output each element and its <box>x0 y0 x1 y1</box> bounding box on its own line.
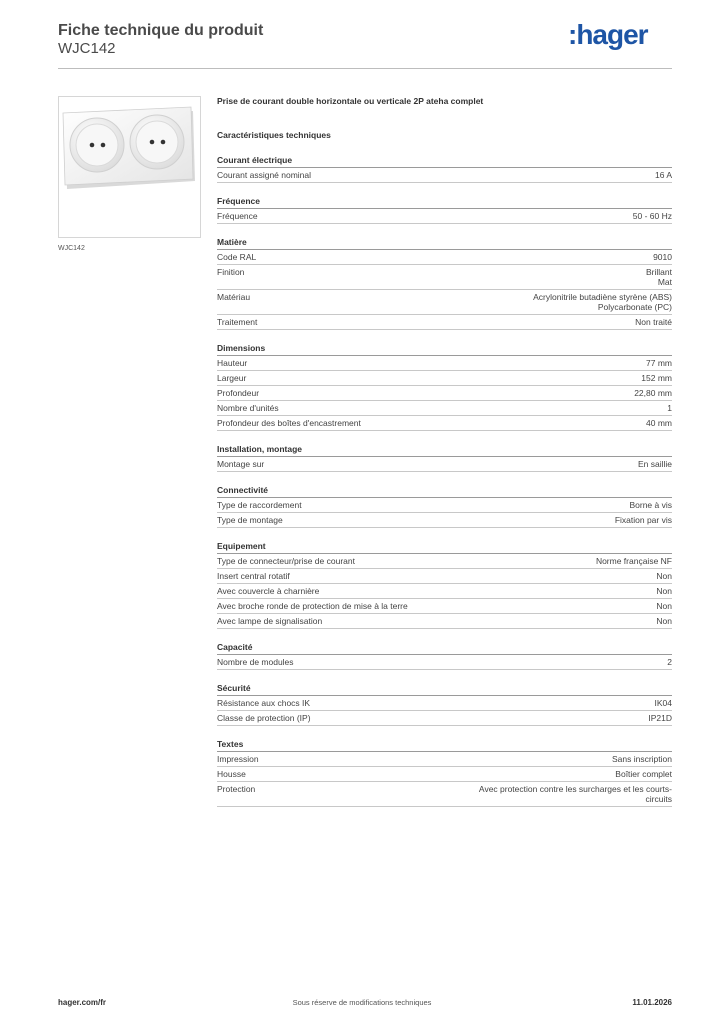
double-socket-illustration <box>59 97 200 237</box>
spec-value-line: 2 <box>667 657 672 667</box>
section-title: Dimensions <box>217 343 672 356</box>
spec-section <box>217 155 672 183</box>
spec-row <box>217 315 672 330</box>
spec-value-line: Mat <box>657 277 672 287</box>
spec-label: Nombre de modules <box>217 657 294 667</box>
spec-value <box>667 403 672 413</box>
spec-value <box>533 292 672 312</box>
spec-value-line: En saillie <box>637 459 672 469</box>
spec-value-line: Brillant <box>646 267 672 277</box>
spec-label: Classe de protection (IP) <box>217 713 311 723</box>
spec-label: Impression <box>217 754 259 764</box>
spec-value <box>656 616 672 626</box>
spec-value <box>653 252 672 262</box>
section-title: Matière <box>217 237 672 250</box>
spec-value <box>635 317 672 327</box>
spec-value <box>479 784 672 804</box>
spec-section <box>217 485 672 528</box>
spec-value <box>633 211 672 221</box>
spec-row <box>217 371 672 386</box>
spec-label: Profondeur <box>217 388 260 398</box>
spec-section <box>217 196 672 224</box>
spec-value <box>615 769 672 779</box>
spec-label: Type de raccordement <box>217 500 302 510</box>
page-title: Fiche technique du produit <box>58 22 264 39</box>
footer-website: hager.com/fr <box>58 998 107 1007</box>
product-image <box>58 96 201 238</box>
spec-value-line: 1 <box>667 403 672 413</box>
spec-label: Avec couvercle à charnière <box>217 586 320 596</box>
spec-value-line: Borne à vis <box>629 500 672 510</box>
spec-value-line: Polycarbonate (PC) <box>597 302 672 312</box>
spec-row <box>217 711 672 726</box>
spec-value-line: Non traité <box>635 317 672 327</box>
spec-label: Montage sur <box>217 459 265 469</box>
svg-text::hager: :hager <box>568 20 648 50</box>
spec-value <box>641 373 672 383</box>
spec-value-line: Sans inscription <box>611 754 672 764</box>
spec-value <box>655 698 673 708</box>
section-title: Equipement <box>217 541 672 554</box>
spec-section <box>217 541 672 629</box>
spec-label: Largeur <box>217 373 247 383</box>
spec-value-line: 77 mm <box>646 358 672 368</box>
footer-date: 11.01.2026 <box>632 998 672 1007</box>
spec-row <box>217 386 672 401</box>
spec-section <box>217 739 672 807</box>
hager-logo <box>568 20 668 54</box>
section-title: Capacité <box>217 642 672 655</box>
spec-value <box>612 754 672 764</box>
spec-label: Matériau <box>217 292 251 302</box>
spec-section <box>217 444 672 472</box>
spec-section <box>217 642 672 670</box>
spec-row <box>217 250 672 265</box>
spec-value <box>646 418 672 428</box>
header-divider <box>58 68 672 69</box>
spec-label: Type de connecteur/prise de courant <box>217 556 355 566</box>
spec-label: Avec lampe de signalisation <box>217 616 323 626</box>
section-title: Courant électrique <box>217 155 672 168</box>
spec-value-line: 50 - 60 Hz <box>632 211 672 221</box>
spec-value <box>655 170 672 180</box>
characteristics-heading: Caractéristiques techniques <box>217 130 331 140</box>
spec-value-line: Non <box>656 571 672 581</box>
spec-label: Code RAL <box>217 252 257 262</box>
section-title: Textes <box>217 739 672 752</box>
spec-label: Finition <box>217 267 245 277</box>
document-header <box>58 20 672 70</box>
spec-label: Profondeur des boîtes d'encastrement <box>217 418 361 428</box>
spec-row <box>217 655 672 670</box>
spec-label: Courant assigné nominal <box>217 170 312 180</box>
spec-row <box>217 554 672 569</box>
spec-row <box>217 767 672 782</box>
spec-label: Protection <box>217 784 256 794</box>
product-description: Prise de courant double horizontale ou verticale 2P ateha complet <box>217 96 484 106</box>
spec-row <box>217 356 672 371</box>
spec-value <box>615 515 672 525</box>
spec-row <box>217 457 672 472</box>
spec-column <box>217 96 672 807</box>
spec-value-line: Fixation par vis <box>614 515 672 525</box>
spec-row <box>217 209 672 224</box>
spec-value <box>648 713 672 723</box>
spec-value <box>638 459 672 469</box>
spec-value-line: Boîtier complet <box>615 769 672 779</box>
spec-section <box>217 343 672 431</box>
section-title: Fréquence <box>217 196 672 209</box>
product-reference: WJC142 <box>58 40 116 57</box>
spec-value-line: Non <box>656 616 672 626</box>
spec-row <box>217 614 672 629</box>
spec-row <box>217 168 672 183</box>
spec-row <box>217 416 672 431</box>
spec-label: Housse <box>217 769 246 779</box>
section-title: Connectivité <box>217 485 672 498</box>
spec-label: Type de montage <box>217 515 283 525</box>
spec-value <box>596 556 672 566</box>
spec-value <box>634 388 672 398</box>
spec-value-line: 40 mm <box>646 418 672 428</box>
spec-value-line: IK04 <box>654 698 672 708</box>
spec-value <box>646 358 672 368</box>
spec-section <box>217 683 672 726</box>
spec-row <box>217 290 672 315</box>
spec-value-line: Non <box>656 586 672 596</box>
spec-row <box>217 513 672 528</box>
spec-label: Hauteur <box>217 358 248 368</box>
spec-value <box>656 586 672 596</box>
section-title: Sécurité <box>217 683 672 696</box>
spec-row <box>217 584 672 599</box>
spec-value <box>646 267 672 287</box>
section-title: Installation, montage <box>217 444 672 457</box>
spec-value <box>629 500 672 510</box>
spec-label: Nombre d'unités <box>217 403 279 413</box>
spec-row <box>217 782 672 807</box>
spec-label: Fréquence <box>217 211 258 221</box>
spec-row <box>217 401 672 416</box>
spec-value-line: 152 mm <box>641 373 672 383</box>
spec-value-line: 16 A <box>654 170 672 180</box>
spec-row <box>217 696 672 711</box>
spec-row <box>217 599 672 614</box>
spec-sections <box>217 155 672 807</box>
spec-value-line: Non <box>656 601 672 611</box>
footer-notice: Sous réserve de modifications techniques <box>292 998 432 1007</box>
spec-value-line: 22,80 mm <box>634 388 672 398</box>
spec-value <box>667 657 672 667</box>
spec-value-line: circuits <box>645 794 672 804</box>
spec-value-line: 9010 <box>653 252 672 262</box>
spec-value-line: Norme française NF <box>595 556 672 566</box>
spec-row <box>217 498 672 513</box>
spec-value-line: IP21D <box>648 713 672 723</box>
spec-section <box>217 237 672 330</box>
spec-label: Traitement <box>217 317 258 327</box>
spec-value-line: Avec protection contre les surcharges et les courts- <box>478 784 672 794</box>
spec-label: Avec broche ronde de protection de mise à la terre <box>217 601 408 611</box>
spec-label: Insert central rotatif <box>217 571 290 581</box>
spec-value <box>656 601 672 611</box>
spec-row <box>217 569 672 584</box>
spec-label: Résistance aux chocs IK <box>217 698 311 708</box>
spec-row <box>217 265 672 290</box>
image-caption: WJC142 <box>58 245 85 252</box>
spec-value <box>656 571 672 581</box>
spec-row <box>217 752 672 767</box>
spec-value-line: Acrylonitrile butadiène styrène (ABS) <box>533 292 672 302</box>
